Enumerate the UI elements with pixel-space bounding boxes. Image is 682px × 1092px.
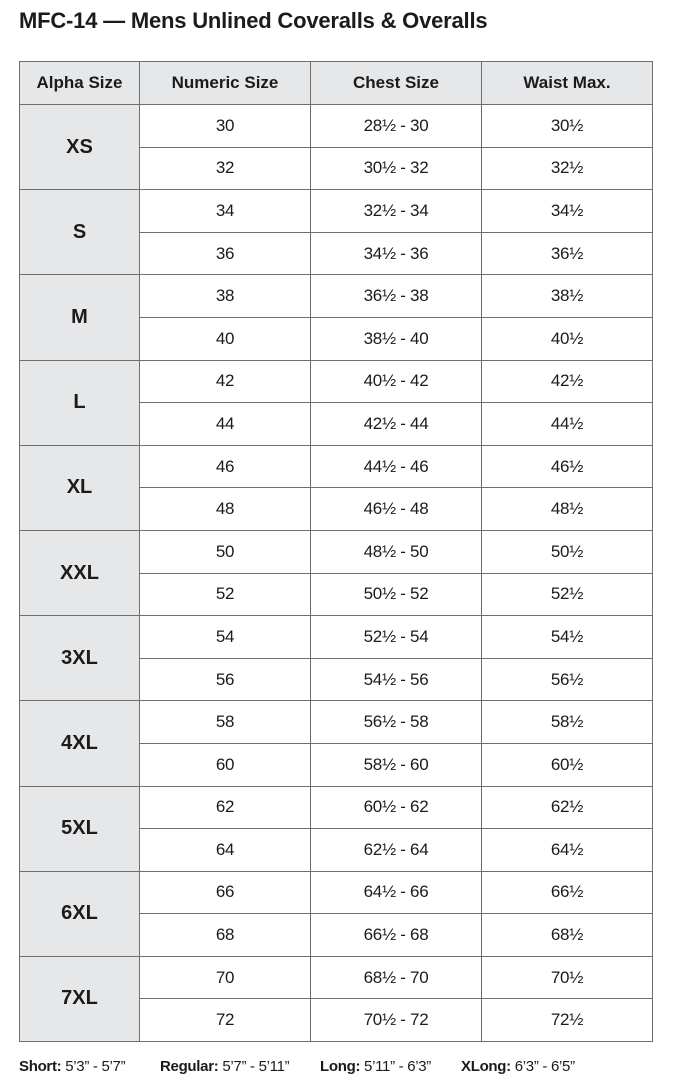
waist-max-cell: 70½: [482, 956, 653, 999]
alpha-size-cell: 3XL: [20, 616, 140, 701]
waist-max-cell: 36½: [482, 232, 653, 275]
table-row: [20, 445, 653, 488]
legend-xlong: [461, 1058, 575, 1075]
waist-max-cell: 42½: [482, 360, 653, 403]
chest-size-cell: 36½ - 38: [311, 275, 482, 318]
chest-size-cell: 56½ - 58: [311, 701, 482, 744]
waist-max-cell: 50½: [482, 530, 653, 573]
alpha-size-cell: 5XL: [20, 786, 140, 871]
page-title: MFC-14 — Mens Unlined Coveralls & Overalls: [19, 8, 488, 33]
legend-short-label: Short:: [19, 1058, 62, 1075]
size-chart-table: [19, 61, 653, 1042]
numeric-size-cell: 60: [140, 743, 311, 786]
alpha-size-cell: 4XL: [20, 701, 140, 786]
chest-size-cell: 44½ - 46: [311, 445, 482, 488]
table-row: [20, 786, 653, 829]
table-row: [20, 871, 653, 914]
numeric-size-cell: 56: [140, 658, 311, 701]
chest-size-cell: 50½ - 52: [311, 573, 482, 616]
chest-size-cell: 64½ - 66: [311, 871, 482, 914]
chest-size-cell: 68½ - 70: [311, 956, 482, 999]
header-numeric-size: Numeric Size: [140, 62, 311, 105]
numeric-size-cell: 34: [140, 190, 311, 233]
numeric-size-cell: 38: [140, 275, 311, 318]
numeric-size-cell: 46: [140, 445, 311, 488]
header-chest-size: Chest Size: [311, 62, 482, 105]
alpha-size-cell: XL: [20, 445, 140, 530]
waist-max-cell: 32½: [482, 147, 653, 190]
chest-size-cell: 42½ - 44: [311, 403, 482, 446]
legend-long-label: Long:: [320, 1058, 361, 1075]
waist-max-cell: 44½: [482, 403, 653, 446]
waist-max-cell: 46½: [482, 445, 653, 488]
table-row: [20, 190, 653, 233]
chest-size-cell: 66½ - 68: [311, 914, 482, 957]
alpha-size-cell: M: [20, 275, 140, 360]
waist-max-cell: 48½: [482, 488, 653, 531]
legend-short: [19, 1058, 125, 1075]
numeric-size-cell: 72: [140, 999, 311, 1042]
numeric-size-cell: 52: [140, 573, 311, 616]
chest-size-cell: 28½ - 30: [311, 105, 482, 148]
chest-size-cell: 34½ - 36: [311, 232, 482, 275]
chest-size-cell: 54½ - 56: [311, 658, 482, 701]
table-body: [20, 105, 653, 1042]
table-row: [20, 616, 653, 659]
chest-size-cell: 48½ - 50: [311, 530, 482, 573]
numeric-size-cell: 54: [140, 616, 311, 659]
table-row: [20, 701, 653, 744]
chest-size-cell: 52½ - 54: [311, 616, 482, 659]
table-row: [20, 275, 653, 318]
legend-regular: [160, 1058, 289, 1075]
legend-long-value: 5’11” - 6’3”: [360, 1058, 432, 1075]
numeric-size-cell: 40: [140, 317, 311, 360]
waist-max-cell: 62½: [482, 786, 653, 829]
numeric-size-cell: 48: [140, 488, 311, 531]
waist-max-cell: 30½: [482, 105, 653, 148]
table-row: [20, 360, 653, 403]
numeric-size-cell: 64: [140, 829, 311, 872]
table-row: [20, 956, 653, 999]
waist-max-cell: 38½: [482, 275, 653, 318]
table-header: [20, 62, 653, 105]
waist-max-cell: 72½: [482, 999, 653, 1042]
alpha-size-cell: XXL: [20, 530, 140, 615]
numeric-size-cell: 42: [140, 360, 311, 403]
chest-size-cell: 62½ - 64: [311, 829, 482, 872]
waist-max-cell: 40½: [482, 317, 653, 360]
waist-max-cell: 54½: [482, 616, 653, 659]
numeric-size-cell: 58: [140, 701, 311, 744]
waist-max-cell: 56½: [482, 658, 653, 701]
waist-max-cell: 58½: [482, 701, 653, 744]
legend-long: [320, 1058, 431, 1075]
numeric-size-cell: 30: [140, 105, 311, 148]
chest-size-cell: 46½ - 48: [311, 488, 482, 531]
chest-size-cell: 30½ - 32: [311, 147, 482, 190]
legend-regular-label: Regular:: [160, 1058, 219, 1075]
numeric-size-cell: 50: [140, 530, 311, 573]
chest-size-cell: 38½ - 40: [311, 317, 482, 360]
waist-max-cell: 34½: [482, 190, 653, 233]
numeric-size-cell: 66: [140, 871, 311, 914]
chest-size-cell: 70½ - 72: [311, 999, 482, 1042]
legend-xlong-value: 6’3” - 6’5”: [510, 1058, 575, 1075]
alpha-size-cell: XS: [20, 105, 140, 190]
alpha-size-cell: S: [20, 190, 140, 275]
header-waist-max: Waist Max.: [482, 62, 653, 105]
legend-regular-value: 5’7” - 5’11”: [218, 1058, 290, 1075]
waist-max-cell: 66½: [482, 871, 653, 914]
chest-size-cell: 40½ - 42: [311, 360, 482, 403]
table-row: [20, 105, 653, 148]
table-row: [20, 530, 653, 573]
waist-max-cell: 60½: [482, 743, 653, 786]
numeric-size-cell: 44: [140, 403, 311, 446]
numeric-size-cell: 70: [140, 956, 311, 999]
numeric-size-cell: 68: [140, 914, 311, 957]
header-alpha-size: Alpha Size: [20, 62, 140, 105]
alpha-size-cell: L: [20, 360, 140, 445]
alpha-size-cell: 7XL: [20, 956, 140, 1041]
chest-size-cell: 60½ - 62: [311, 786, 482, 829]
legend-xlong-label: XLong:: [461, 1058, 511, 1075]
numeric-size-cell: 32: [140, 147, 311, 190]
numeric-size-cell: 62: [140, 786, 311, 829]
chest-size-cell: 32½ - 34: [311, 190, 482, 233]
header-row: [20, 62, 653, 105]
waist-max-cell: 52½: [482, 573, 653, 616]
waist-max-cell: 64½: [482, 829, 653, 872]
alpha-size-cell: 6XL: [20, 871, 140, 956]
chest-size-cell: 58½ - 60: [311, 743, 482, 786]
waist-max-cell: 68½: [482, 914, 653, 957]
legend-short-value: 5’3” - 5’7”: [61, 1058, 126, 1075]
numeric-size-cell: 36: [140, 232, 311, 275]
